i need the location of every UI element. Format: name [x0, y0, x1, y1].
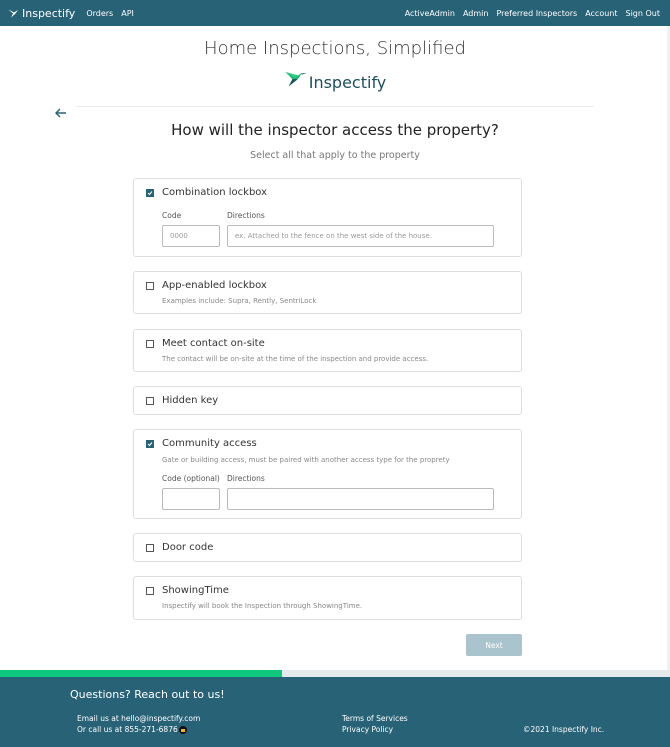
nav-account[interactable]: Account	[585, 8, 618, 18]
code-label: Code	[162, 211, 182, 220]
option-combination-lockbox	[133, 178, 522, 257]
nav-activeadmin[interactable]: ActiveAdmin	[404, 8, 455, 18]
nav-orders[interactable]: Orders	[86, 8, 114, 18]
check-icon	[147, 190, 153, 196]
option-description: Inspectify will book the Inspection through ShowingTime.	[162, 602, 363, 610]
footer	[0, 677, 670, 747]
option-description: Gate or building access, must be paired with another access type for the proprety	[162, 456, 450, 464]
footer-privacy-link[interactable]: Privacy Policy	[342, 725, 394, 734]
community-directions-input[interactable]	[227, 488, 494, 510]
option-showingtime	[133, 576, 522, 620]
option-description: Examples include: Supra, Rently, SentriLock	[162, 297, 317, 305]
checkbox-app-enabled-lockbox[interactable]	[146, 282, 154, 290]
option-app-enabled-lockbox	[133, 271, 522, 314]
divider	[76, 106, 594, 107]
lockbox-code-input[interactable]: 0000	[162, 225, 220, 247]
option-label: Combination lockbox	[162, 187, 268, 198]
question-title: How will the inspector access the property?	[171, 121, 499, 139]
option-label: Door code	[162, 542, 214, 553]
option-label: App-enabled lockbox	[162, 280, 267, 291]
directions-label: Directions	[227, 474, 265, 483]
code-optional-label: Code (optional)	[162, 474, 220, 483]
checkbox-hidden-key[interactable]	[146, 397, 154, 405]
option-label: Hidden key	[162, 395, 219, 406]
page-title: Home Inspections, Simplified	[204, 38, 466, 59]
back-arrow-icon[interactable]	[54, 106, 68, 120]
option-door-code	[133, 533, 522, 562]
nav-admin[interactable]: Admin	[462, 8, 489, 18]
footer-phone[interactable]: Or call us at 855-271-6876	[77, 725, 178, 734]
footer-terms-link[interactable]: Terms of Services	[342, 714, 408, 723]
progress-bar	[0, 670, 670, 677]
nav-sign-out[interactable]: Sign Out	[625, 8, 660, 18]
nav-preferred-inspectors[interactable]: Preferred Inspectors	[496, 8, 578, 18]
next-button[interactable]: Next	[466, 634, 522, 656]
check-icon	[147, 441, 153, 447]
brand-name: Inspectify	[22, 6, 76, 20]
checkbox-door-code[interactable]	[146, 544, 154, 552]
option-label: Community access	[162, 438, 257, 449]
directions-label: Directions	[227, 211, 265, 220]
footer-title: Questions? Reach out to us!	[70, 688, 225, 701]
footer-copyright: ©2021 Inspectify Inc.	[523, 725, 605, 734]
question-subtitle: Select all that apply to the property	[250, 150, 420, 161]
hero-logo-text: Inspectify	[308, 73, 387, 92]
brand-logo[interactable]	[8, 7, 75, 20]
community-code-input[interactable]	[162, 488, 220, 510]
footer-email[interactable]: Email us at hello@inspectify.com	[77, 714, 201, 723]
option-description: The contact will be on-site at the time of the inspection and provide access.	[162, 355, 429, 363]
option-community-access	[133, 429, 522, 519]
checkbox-combination-lockbox[interactable]	[146, 189, 154, 197]
checkbox-community-access[interactable]	[146, 440, 154, 448]
progress-fill	[0, 670, 282, 677]
lockbox-directions-input[interactable]: ex. Attached to the fence on the west side of the house.	[227, 225, 494, 247]
top-navbar	[0, 0, 670, 26]
hero-logo	[0, 68, 670, 92]
checkbox-meet-contact[interactable]	[146, 340, 154, 348]
option-hidden-key	[133, 386, 522, 415]
option-label: ShowingTime	[162, 585, 229, 596]
checkbox-showingtime[interactable]	[146, 587, 154, 595]
hummingbird-logo-icon	[8, 8, 21, 19]
option-meet-contact	[133, 329, 522, 372]
footer-phone-row	[77, 725, 187, 734]
option-label: Meet contact on-site	[162, 338, 265, 349]
chat-badge-icon[interactable]	[179, 726, 187, 734]
hummingbird-logo-icon	[284, 71, 308, 89]
nav-api[interactable]: API	[121, 8, 134, 18]
